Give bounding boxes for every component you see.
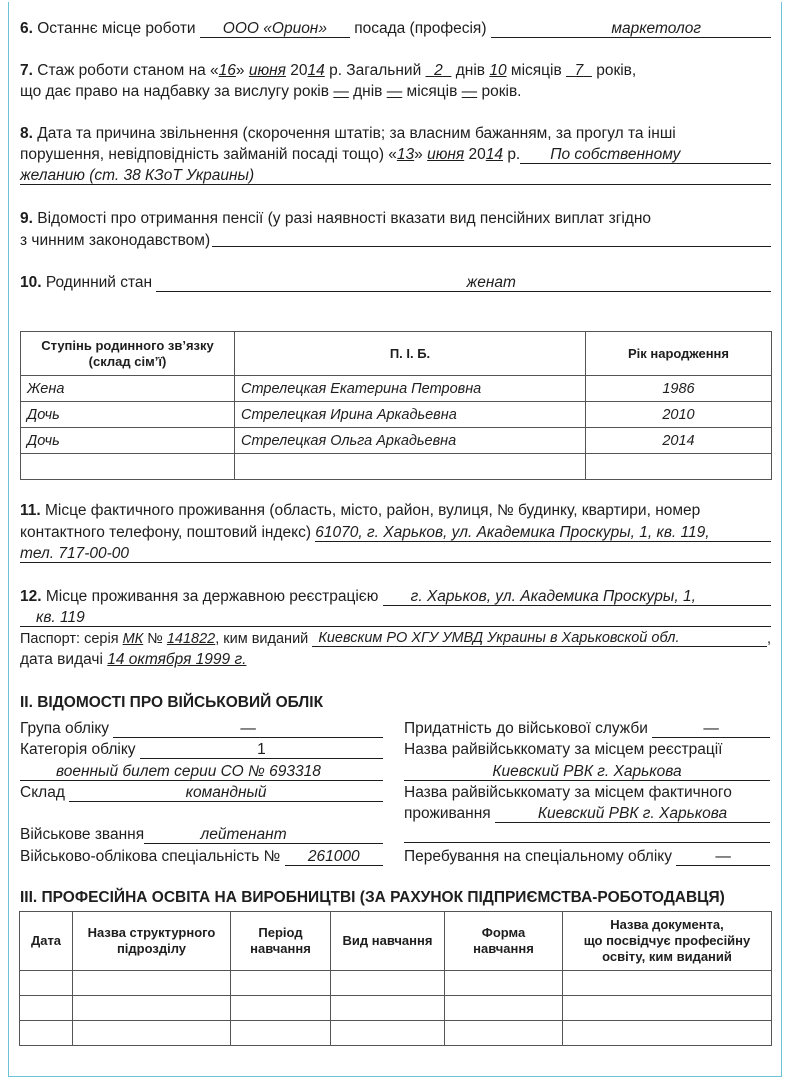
special-row — [404, 848, 770, 866]
phone-field[interactable]: тел. 717-00-00 — [20, 545, 771, 563]
group-label: Група обліку — [20, 720, 110, 737]
passport-date[interactable]: 14 октября 1999 г. — [107, 651, 247, 668]
seniority-day[interactable]: 16 — [218, 62, 236, 79]
item-12-line-2 — [20, 609, 771, 627]
category-row — [20, 741, 383, 759]
seniority-months[interactable]: 10 — [489, 62, 507, 79]
item-9-text: Відомості про отримання пенсії (у разі наявності вказати вид пенсійних виплат згідно — [37, 210, 652, 227]
seniority-years[interactable]: 7 — [574, 62, 584, 79]
office-fact-field[interactable]: Киевский РВК г. Харькова — [495, 805, 770, 823]
item-8-number: 8. — [20, 125, 33, 142]
education-table — [19, 911, 772, 1046]
name-cell[interactable]: Стрелецкая Ирина Аркадьевна — [235, 402, 586, 428]
item-10-row — [20, 274, 771, 292]
item-7-line-1 — [20, 62, 636, 80]
edu-cell[interactable] — [445, 971, 563, 996]
passport-date-label: дата видачі — [20, 651, 103, 668]
passport-row — [20, 629, 771, 647]
edu-cell[interactable] — [20, 996, 73, 1021]
specialty-row — [20, 848, 383, 866]
family-header-relation: Ступінь родинного зв’язку (склад сім’ї) — [21, 332, 235, 376]
edu-cell[interactable] — [231, 1021, 331, 1046]
relation-cell[interactable]: Жена — [21, 376, 235, 402]
office-reg-label: Назва райвійськкомату за місцем реєстрації — [404, 741, 723, 758]
bonus-years-label: років. — [481, 83, 522, 100]
dismissal-year[interactable]: 14 — [485, 146, 503, 163]
item-8-line-3 — [20, 167, 771, 185]
military-ticket-field[interactable]: военный билет серии СО № 693318 — [20, 763, 383, 781]
dismissal-month[interactable]: июня — [427, 146, 465, 163]
item-9-line-2 — [20, 232, 771, 250]
position-field[interactable]: маркетолог — [491, 20, 771, 38]
staff-row — [20, 784, 383, 802]
edu-header-date: Дата — [20, 912, 73, 971]
edu-cell[interactable] — [563, 996, 772, 1021]
category-label: Категорія обліку — [20, 741, 136, 758]
seniority-days[interactable]: 2 — [434, 62, 443, 79]
passport-date-row — [20, 651, 246, 669]
rank-label: Військове звання — [20, 826, 145, 843]
edu-cell[interactable] — [331, 971, 445, 996]
table-row — [21, 428, 772, 454]
bonus-text: що дає право на надбавку за вислугу років — [20, 83, 329, 100]
item-10-number: 10. — [20, 274, 42, 291]
marital-status-field[interactable]: женат — [156, 274, 771, 292]
months-label: місяців — [510, 62, 562, 79]
dismissal-day[interactable]: 13 — [396, 146, 415, 163]
staff-label: Склад — [20, 784, 65, 801]
passport-issued-by[interactable]: Киевским РО ХГУ УМВД Украины в Харьковской обл. — [312, 629, 767, 647]
relation-cell[interactable]: Дочь — [21, 402, 235, 428]
item-6-row — [20, 20, 771, 38]
education-section-title: III. ПРОФЕСІЙНА ОСВІТА НА ВИРОБНИЦТВІ (ЗА РАХУНОК ПІДПРИЄМСТВА-РОБОТОДАВЦЯ) — [20, 889, 725, 906]
table-row — [20, 996, 772, 1021]
registration-label: Місце проживання за державною реєстрацією — [45, 588, 379, 605]
years-label: років, — [596, 62, 637, 79]
days-label: днів — [455, 62, 486, 79]
edu-header-type: Вид навчання — [331, 912, 445, 971]
office-fact-label-row — [404, 784, 770, 802]
ticket-row — [20, 763, 383, 781]
edu-cell[interactable] — [331, 996, 445, 1021]
name-cell[interactable]: Стрелецкая Екатерина Петровна — [235, 376, 586, 402]
table-row — [20, 971, 772, 996]
actual-address-field[interactable]: 61070, г. Харьков, ул. Академика Проскуры, 1, кв. 119, — [315, 524, 771, 542]
group-field[interactable]: — — [113, 720, 383, 738]
passport-comma: , — [766, 631, 771, 647]
dismissal-reason-1[interactable]: По собственному — [520, 146, 771, 164]
item-11-number: 11. — [20, 502, 41, 519]
item-8-line-2 — [20, 146, 771, 164]
specialty-label: Військово-облікова спеціальність № — [20, 848, 281, 865]
dismissal-year-label: р. — [507, 146, 521, 163]
special-field[interactable]: — — [676, 848, 770, 866]
passport-number-label: № — [147, 631, 163, 647]
edu-cell[interactable] — [231, 971, 331, 996]
item-7-quote: » — [235, 62, 245, 79]
seniority-year[interactable]: 14 — [307, 62, 325, 79]
edu-cell[interactable] — [563, 1021, 772, 1046]
office-reg-row — [404, 763, 770, 781]
item-8-text: Дата та причина звільнення (скорочення штатів; за власним бажанням, за прогул та інші — [37, 125, 676, 142]
pension-field[interactable] — [212, 246, 771, 247]
relation-cell[interactable]: Дочь — [21, 428, 235, 454]
item-8-line-1 — [20, 125, 676, 143]
item-11-line-1 — [20, 502, 700, 520]
edu-cell[interactable] — [20, 971, 73, 996]
passport-issued-label: , ким виданий — [215, 631, 309, 647]
name-cell[interactable] — [235, 454, 586, 480]
bonus-days[interactable]: — — [333, 83, 349, 100]
fitness-row — [404, 720, 770, 738]
registration-address-field[interactable]: г. Харьков, ул. Академика Проскуры, 1, — [383, 588, 771, 606]
year-cell[interactable]: 1986 — [586, 376, 772, 402]
edu-header-unit: Назва структурного підрозділу — [73, 912, 231, 971]
item-7-total-label: р. Загальний — [329, 62, 422, 79]
bonus-years[interactable]: — — [461, 83, 478, 100]
year-cell[interactable] — [586, 454, 772, 480]
category-field[interactable]: 1 — [140, 741, 383, 759]
office-fact-extra-line[interactable] — [404, 841, 770, 843]
dismissal-year-prefix: 20 — [468, 146, 486, 163]
edu-cell[interactable] — [73, 1021, 231, 1046]
item-9-number: 9. — [20, 210, 33, 227]
office-fact-label-2: проживання — [404, 805, 491, 822]
office-fact-label: Назва райвійськкомату за місцем фактичного — [404, 784, 732, 801]
marital-status-label: Родинний стан — [45, 274, 153, 291]
passport-number[interactable]: 141822 — [166, 631, 216, 647]
office-reg-field[interactable]: Киевский РВК г. Харькова — [404, 763, 770, 781]
item-7-number: 7. — [20, 62, 33, 79]
edu-cell[interactable] — [445, 1021, 563, 1046]
fitness-field[interactable]: — — [652, 720, 770, 738]
military-section-title: II. ВІДОМОСТІ ПРО ВІЙСЬКОВИЙ ОБЛІК — [20, 694, 324, 711]
table-row — [21, 454, 772, 480]
bonus-months-label: місяців — [406, 83, 458, 100]
seniority-month[interactable]: июня — [248, 62, 286, 79]
group-row — [20, 720, 383, 738]
edu-cell[interactable] — [73, 971, 231, 996]
item-6-workplace-label: Останнє місце роботи — [37, 20, 196, 37]
edu-header-form: Форма навчання — [445, 912, 563, 971]
dismissal-reason-2[interactable]: желанию (ст. 38 КЗоТ Украины) — [20, 167, 771, 185]
workplace-field[interactable]: ООО «Орион» — [200, 20, 350, 38]
edu-cell[interactable] — [445, 996, 563, 1021]
item-11-line-2 — [20, 524, 771, 542]
item-11-text-2: контактного телефону, поштовий індекс) — [20, 524, 311, 541]
family-header-year: Рік народження — [586, 332, 772, 376]
edu-cell[interactable] — [331, 1021, 445, 1046]
item-12-line-1 — [20, 588, 771, 606]
staff-field[interactable]: командный — [69, 784, 383, 802]
edu-header-document: Назва документа, що посвідчує професійну освіту, ким виданий — [563, 912, 772, 971]
rank-row — [20, 826, 383, 844]
relation-cell[interactable] — [21, 454, 235, 480]
edu-header-period: Період навчання — [231, 912, 331, 971]
office-fact-row — [404, 805, 770, 823]
table-row — [21, 376, 772, 402]
special-label: Перебування на спеціальному обліку — [404, 848, 672, 865]
passport-series-label: Паспорт: серія — [20, 631, 119, 647]
office-reg-label-row — [404, 741, 770, 759]
item-12-number: 12. — [20, 588, 42, 605]
edu-cell[interactable] — [563, 971, 772, 996]
dismissal-quote: » — [414, 146, 423, 163]
item-6-number: 6. — [20, 20, 33, 37]
item-11-text: Місце фактичного проживання (область, місто, район, вулиця, № будинку, квартири, номер — [45, 502, 701, 519]
specialty-field[interactable]: 261000 — [285, 848, 383, 866]
year-cell[interactable]: 2014 — [586, 428, 772, 454]
rank-field[interactable]: лейтенант — [144, 826, 383, 844]
item-11-line-3 — [20, 545, 771, 563]
passport-series[interactable]: МК — [122, 631, 144, 647]
registration-address-field-2[interactable]: кв. 119 — [20, 609, 771, 627]
item-6-position-label: посада (професія) — [354, 20, 487, 37]
edu-cell[interactable] — [73, 996, 231, 1021]
bonus-months[interactable]: — — [386, 83, 403, 100]
edu-cell[interactable] — [231, 996, 331, 1021]
year-cell[interactable]: 2010 — [586, 402, 772, 428]
bonus-days-label: днів — [353, 83, 383, 100]
edu-cell[interactable] — [20, 1021, 73, 1046]
name-cell[interactable]: Стрелецкая Ольга Аркадьевна — [235, 428, 586, 454]
seniority-year-prefix: 20 — [290, 62, 308, 79]
family-header-name: П. І. Б. — [235, 332, 586, 376]
table-row — [21, 402, 772, 428]
fitness-label: Придатність до військової служби — [404, 720, 648, 737]
item-9-text-2: з чинним законодавством) — [20, 232, 211, 249]
table-row — [20, 1021, 772, 1046]
item-8-text-2: порушення, невідповідність займаній посаді тощо) « — [20, 146, 397, 163]
family-table — [20, 331, 772, 480]
item-7-line-2 — [20, 83, 522, 101]
item-9-line-1 — [20, 210, 651, 228]
item-7-text: Стаж роботи станом на « — [37, 62, 219, 79]
